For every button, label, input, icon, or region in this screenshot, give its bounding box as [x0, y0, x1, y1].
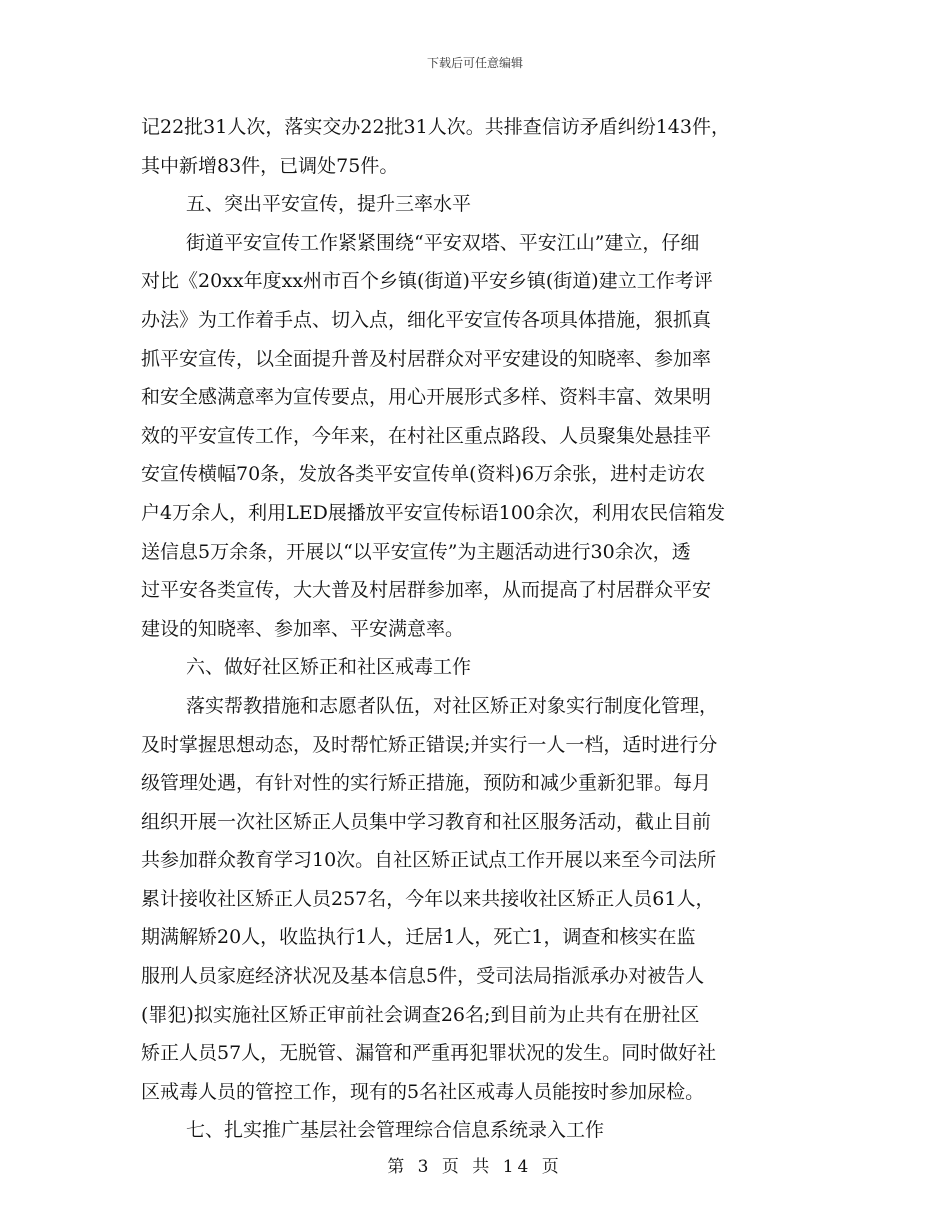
- text-line: 安宣传横幅70条，发放各类平安宣传单(资料)6万余张，进村走访农: [141, 463, 706, 486]
- page-footer: 第 3 页 共 14 页: [387, 1157, 563, 1177]
- text-line: 累计接收社区矫正人员257名，今年以来共接收社区矫正人员61人，: [141, 887, 715, 910]
- text-line: 组织开展一次社区矫正人员集中学习教育和社区服务活动，截止目前: [141, 810, 712, 833]
- text-line: (罪犯)拟实施社区矫正审前社会调查26名;到目前为止共有在册社区: [141, 1003, 700, 1026]
- text-line: 六、做好社区矫正和社区戒毒工作: [186, 656, 472, 679]
- text-line: 效的平安宣传工作，今年来，在村社区重点路段、人员聚集处悬挂平: [141, 424, 712, 447]
- text-line: 送信息5万余条，开展以“以平安宣传”为主题活动进行30余次，透: [141, 540, 691, 563]
- text-line: 记22批31人次，落实交办22批31人次。共排查信访矛盾纠纷143件，: [141, 116, 730, 138]
- text-line: 及时掌握思想动态，及时帮忙矫正错误;并实行一人一档，适时进行分: [141, 733, 718, 756]
- text-line: 落实帮教措施和志愿者队伍，对社区矫正对象实行制度化管理，: [186, 694, 719, 717]
- text-line: 其中新增83件，已调处75件。: [141, 154, 399, 177]
- text-line: 七、扎实推广基层社会管理综合信息系统录入工作: [186, 1119, 605, 1142]
- text-line: 矫正人员57人，无脱管、漏管和严重再犯罪状况的发生。同时做好社: [141, 1042, 717, 1065]
- text-line: 和安全感满意率为宣传要点，用心开展形式多样、资料丰富、效果明: [141, 386, 712, 409]
- text-line: 街道平安宣传工作紧紧围绕“平安双塔、平安江山”建立，仔细: [186, 231, 700, 254]
- body-text: [141, 108, 816, 1150]
- text-line: 期满解矫20人，收监执行1人，迁居1人，死亡1，调查和核实在监: [141, 926, 696, 949]
- text-line: 户4万余人，利用LED展播放平安宣传标语100余次，利用农民信箱发: [141, 501, 726, 524]
- text-line: 办法》为工作着手点、切入点，细化平安宣传各项具体措施，狠抓真: [141, 308, 712, 331]
- text-line: 服刑人员家庭经济状况及基本信息5件，受司法局指派承办对被告人: [141, 965, 705, 988]
- text-line: 共参加群众教育学习10次。自社区矫正试点工作开展以来至今司法所: [141, 849, 717, 872]
- text-line: 对比《20xx年度xx州市百个乡镇(街道)平安乡镇(街道)建立工作考评: [141, 270, 713, 293]
- text-line: 区戒毒人员的管控工作，现有的5名社区戒毒人员能按时参加尿检。: [141, 1080, 705, 1103]
- text-line: 过平安各类宣传，大大普及村居群参加率，从而提高了村居群众平安: [141, 579, 712, 602]
- text-line: 建设的知晓率、参加率、平安满意率。: [141, 617, 465, 640]
- text-line: 级管理处遇，有针对性的实行矫正措施，预防和减少重新犯罪。每月: [141, 772, 712, 795]
- page-header: 下载后可任意编辑: [426, 56, 523, 70]
- text-line: 抓平安宣传，以全面提升普及村居群众对平安建设的知晓率、参加率: [141, 347, 712, 370]
- text-line: 五、突出平安宣传，提升三率水平: [186, 193, 472, 216]
